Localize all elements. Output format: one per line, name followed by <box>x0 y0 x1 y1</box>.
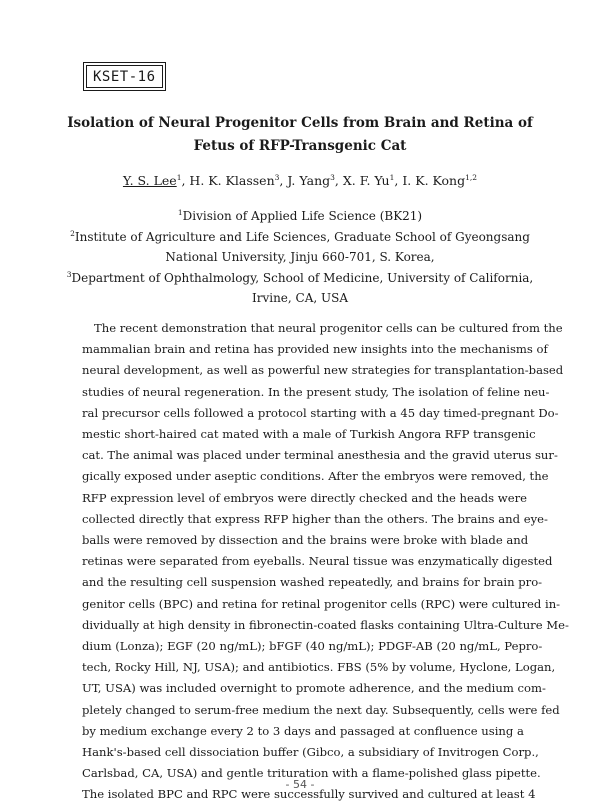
affiliation-line <box>40 268 560 289</box>
abstract-line: balls were removed by dissection and the brains were broke with blade and <box>82 533 529 548</box>
author-separator: , <box>394 173 403 188</box>
author-name: X. F. Yu <box>342 173 390 188</box>
abstract-line: The isolated BPC and RPC were successfully survived and cultured at least 4 <box>82 787 536 802</box>
abstract-body <box>82 318 569 806</box>
author-name: J. Yang <box>287 173 331 188</box>
affiliation-line <box>40 227 560 248</box>
abstract-line: tech, Rocky Hill, NJ, USA); and antibiotics. FBS (5% by volume, Hyclone, Logan, <box>82 660 556 675</box>
abstract-line: and the resulting cell suspension washed repeatedly, and brains for brain pro- <box>82 575 543 590</box>
abstract-code: KSET-16 <box>86 65 163 88</box>
affiliation-text: Department of Ophthalmology, School of Medicine, University of California, <box>71 270 534 285</box>
abstract-line: studies of neural regeneration. In the present study, The isolation of feline neu- <box>82 384 550 399</box>
author <box>189 173 287 188</box>
abstract-line: collected directly that express RFP higher than the others. The brains and eye- <box>82 511 548 526</box>
affiliation-text: Irvine, CA, USA <box>251 291 349 305</box>
abstract-line: pletely changed to serum-free medium the next day. Subsequently, cells were fed <box>82 702 560 717</box>
author <box>123 173 189 188</box>
page-number: - 54 - <box>285 778 315 791</box>
abstract-line: by medium exchange every 2 to 3 days and passaged at confluence using a <box>82 723 524 738</box>
author <box>402 173 477 188</box>
abstract-line: cat. The animal was placed under terminal anesthesia and the gravid uterus sur- <box>82 448 558 463</box>
abstract-line: UT, USA) was included overnight to promote adherence, and the medium com- <box>82 681 546 696</box>
abstract-line: neural development, as well as powerful new strategies for transplantation-based <box>82 363 564 378</box>
author-separator: , <box>279 173 288 188</box>
affiliation-line <box>40 206 560 227</box>
abstract-line: dium (Lonza); EGF (20 ng/mL); bFGF (40 ng/mL); PDGF-AB (20 ng/mL, Pepro- <box>82 639 543 654</box>
affiliation-text: National University, Jinju 660-701, S. Korea, <box>165 250 435 264</box>
paper-title-line-2: Fetus of RFP-Transgenic Cat <box>193 138 407 154</box>
author-affiliation-mark: 1 <box>176 173 182 182</box>
abstract-line: gically exposed under aseptic conditions. After the embryos were removed, the <box>82 469 549 484</box>
paper-title-line-1: Isolation of Neural Progenitor Cells from Brain and Retina of <box>67 115 533 131</box>
author-separator: , <box>181 173 190 188</box>
abstract-line: Carlsbad, CA, USA) and gentle trituration with a flame-polished glass pipette. <box>82 766 541 781</box>
abstract-line: mammalian brain and retina has provided new insights into the mechanisms of <box>82 342 548 357</box>
affiliation-mark: 2 <box>70 228 75 238</box>
affiliation-mark: 1 <box>177 208 183 217</box>
affiliation-list <box>40 206 560 309</box>
author-name: Y. S. Lee <box>122 173 177 188</box>
abstract-line: genitor cells (BPC) and retina for retinal progenitor cells (RPC) were cultured in- <box>82 596 561 611</box>
author-list <box>40 172 560 190</box>
author-separator: , <box>334 173 343 188</box>
abstract-code-box <box>83 62 166 91</box>
author-name: I. K. Kong <box>402 173 466 188</box>
abstract-line: mestic short-haired cat mated with a male of Turkish Angora RFP transgenic <box>82 427 536 442</box>
abstract-line: RFP expression level of embryos were directly checked and the heads were <box>82 490 527 505</box>
author <box>287 173 343 188</box>
affiliation-line <box>40 288 560 309</box>
affiliation-mark: 3 <box>66 269 72 279</box>
author-affiliation-mark: 3 <box>274 173 280 182</box>
affiliation-text: Institute of Agriculture and Life Sciences, Graduate School of Gyeongsang <box>74 229 530 244</box>
abstract-line: The recent demonstration that neural progenitor cells can be cultured from the <box>94 321 563 335</box>
author-affiliation-mark: 1 <box>389 173 395 182</box>
abstract-line: Hank's-based cell dissociation buffer (Gibco, a subsidiary of Invitrogen Corp., <box>82 745 539 760</box>
abstract-line: retinas were separated from eyeballs. Neural tissue was enzymatically digested <box>82 554 553 569</box>
author-name: H. K. Klassen <box>189 173 275 188</box>
abstract-line: dividually at high density in fibronectin-coated flasks containing Ultra-Culture Me- <box>82 617 569 632</box>
author-affiliation-mark: 3 <box>330 173 335 182</box>
affiliation-text: Division of Applied Life Science (BK21) <box>182 209 423 223</box>
paper-title <box>40 112 560 158</box>
author-affiliation-mark: 1,2 <box>465 173 478 182</box>
affiliation-line <box>40 247 560 268</box>
author <box>343 173 402 188</box>
abstract-line: ral precursor cells followed a protocol starting with a 45 day timed-pregnant Do- <box>82 405 559 420</box>
